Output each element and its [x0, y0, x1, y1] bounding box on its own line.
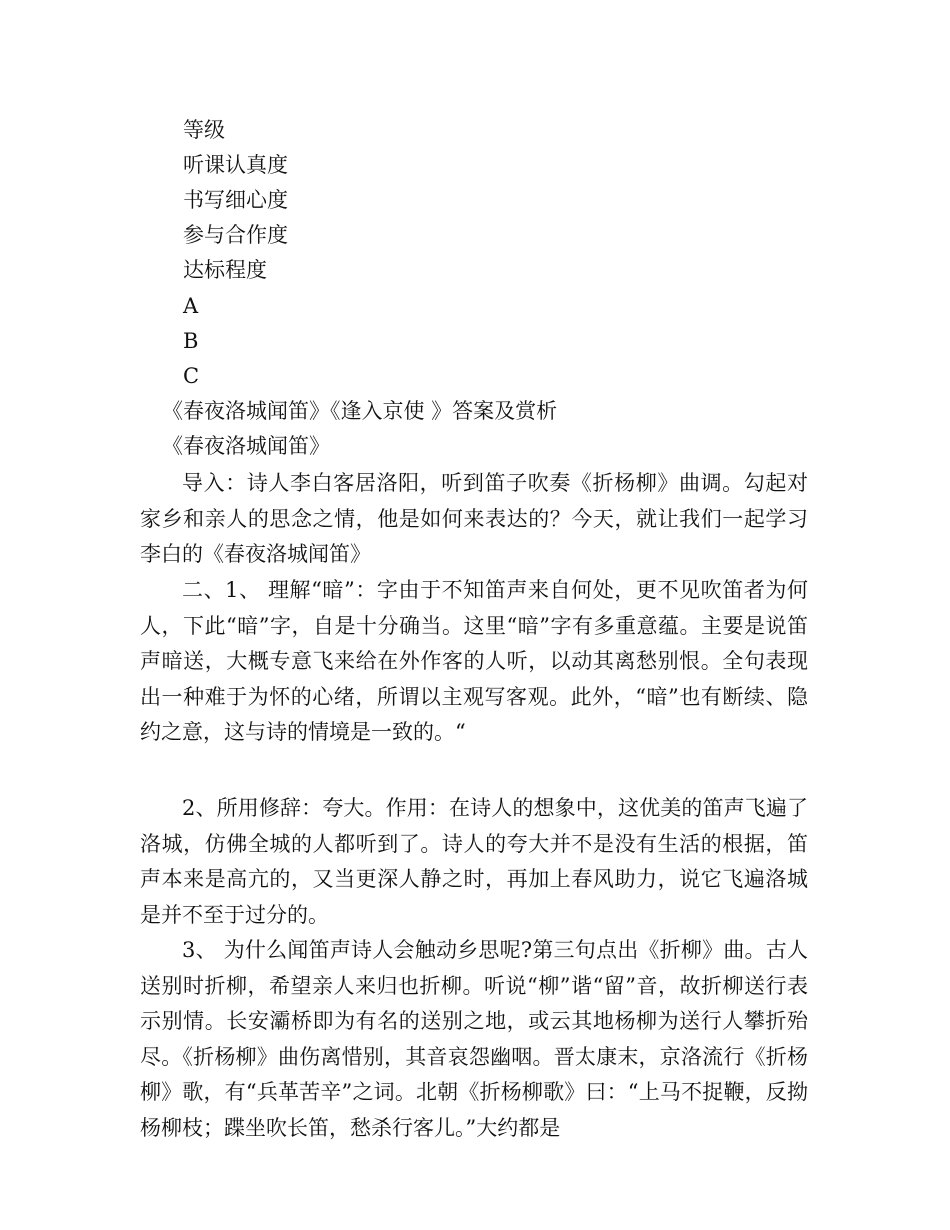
paragraph-intro: 导入：诗人李白客居洛阳，听到笛子吹奏《折杨柳》曲调。勾起对家乡和亲人的思念之情，他是如何来表达的？今天，就让我们一起学习李白的《春夜洛城闻笛》 — [140, 471, 808, 566]
grade-option: B — [183, 329, 199, 353]
grade-header: 等级 — [183, 118, 225, 142]
criterion-item: 达标程度 — [183, 258, 267, 282]
criterion-item: 参与合作度 — [183, 223, 288, 247]
section-title: 《春夜洛城闻笛》《逢入京使 》答案及赏析 — [162, 399, 558, 423]
paragraph-point-3: 3、 为什么闻笛声诗人会触动乡思呢?第三句点出《折柳》曲。古人送别时折柳，希望亲人来归也折柳。听说“柳”谐“留”音，故折柳送行表示别情。长安灞桥即为有名的送别之地，或云其地杨柳为送行人攀折殆尽。《折杨柳》曲伤离惜别，其音哀怨幽咽。晋太康末，京洛流行《折杨柳》歌，有“兵革苦辛”之词。北朝《折杨柳歌》曰：“上马不捉鞭，反拗杨柳枝；蹀坐吹长笛，愁杀行客儿。”大约都是 — [140, 938, 808, 1140]
paragraph-point-2: 2、所用修辞：夸大。作用：在诗人的想象中，这优美的笛声飞遍了洛城，仿佛全城的人都听到了。诗人的夸大并不是没有生活的根据，笛声本来是高亢的，又当更深人静之时，再加上春风助力，说它飞遍洛城是并不至于过分的。 — [140, 796, 808, 927]
criterion-item: 听课认真度 — [183, 153, 288, 177]
paragraph-point-1: 二、1、 理解“暗”：字由于不知笛声来自何处，更不见吹笛者为何人，下此“暗”字，自是十分确当。这里“暗”字有多重意蕴。主要是说笛声暗送，大概专意飞来给在外作客的人听，以动其离愁别恨。全句表现出一种难于为怀的心绪，所谓以主观写客观。此外，“暗”也有断续、隐约之意，这与诗的情境是一致的。“ — [140, 578, 808, 744]
grade-option: A — [183, 294, 199, 318]
criterion-item: 书写细心度 — [183, 188, 288, 212]
poem-subtitle: 《春夜洛城闻笛》 — [162, 434, 330, 458]
grade-option: C — [183, 364, 200, 388]
